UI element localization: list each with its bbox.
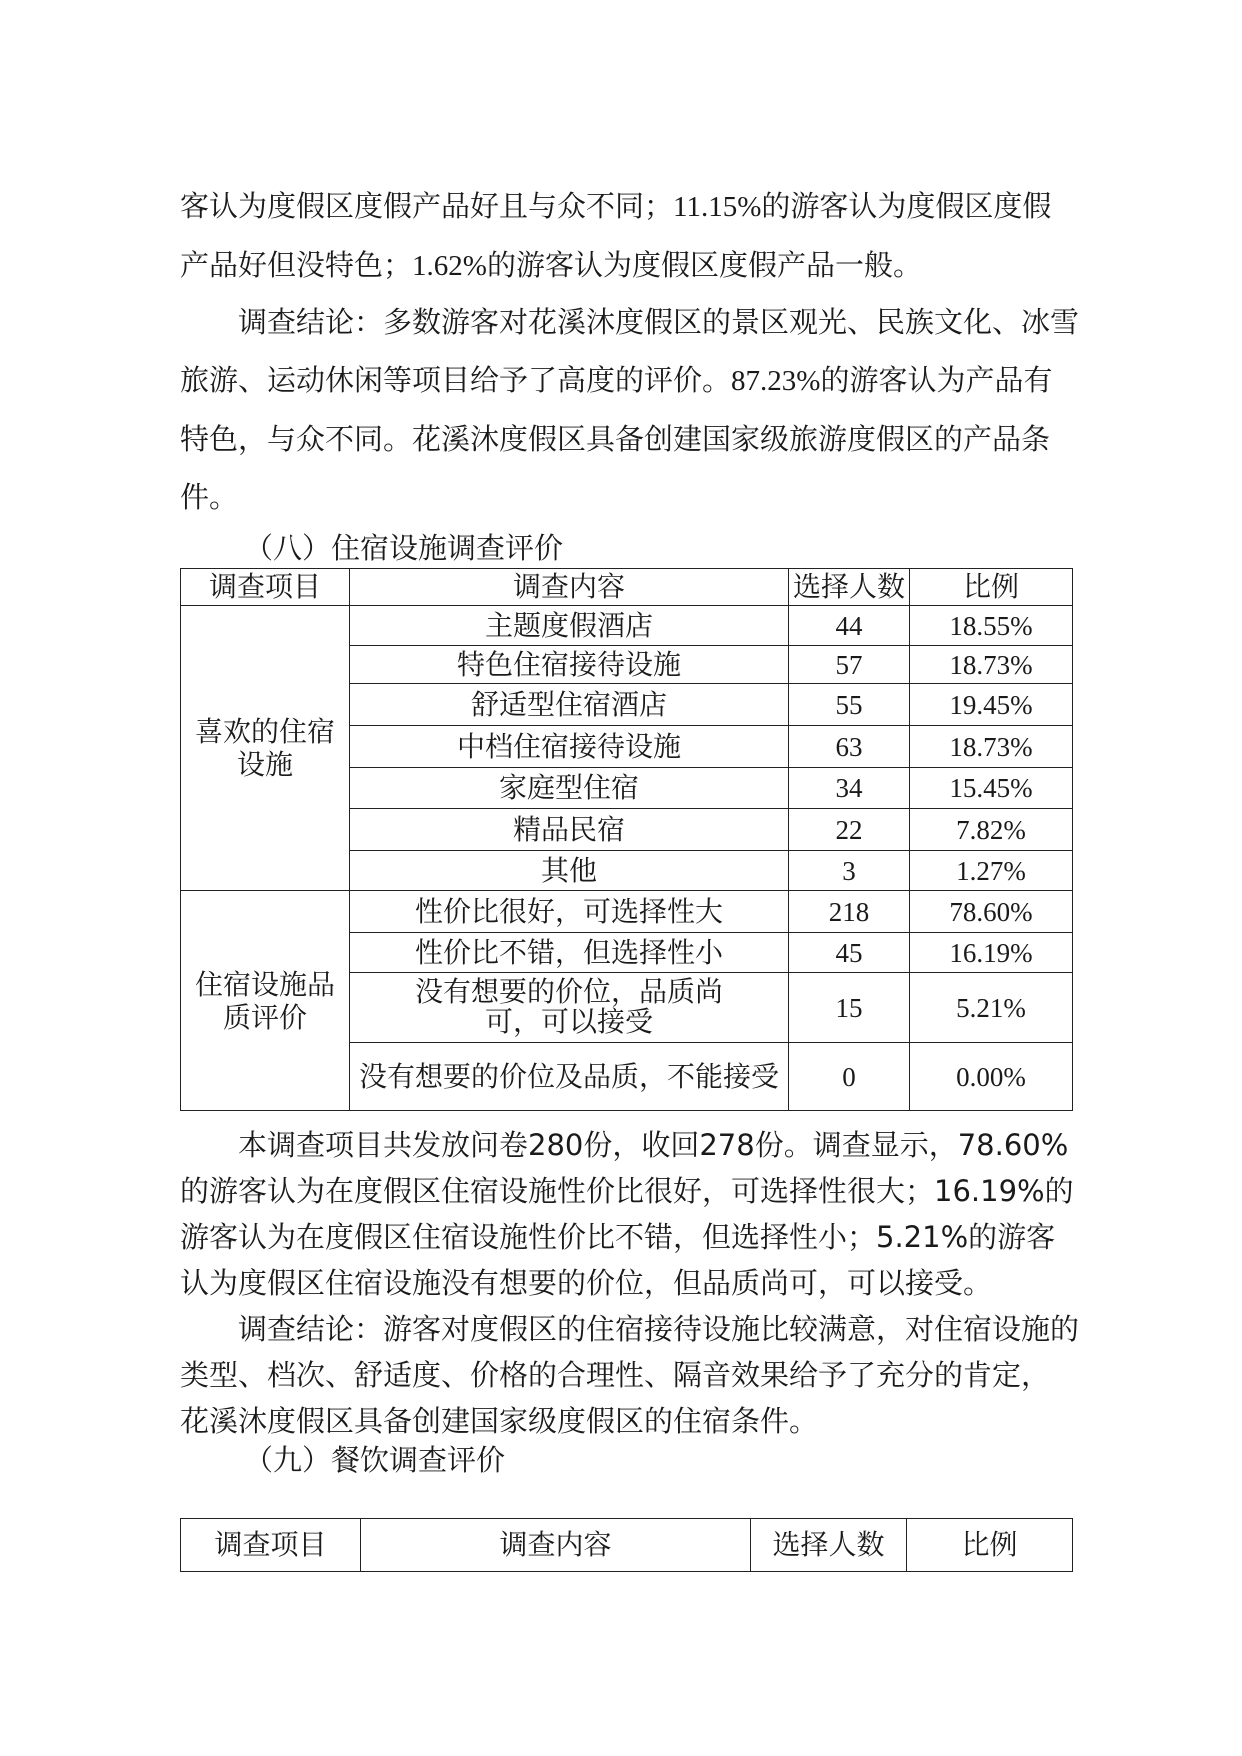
count-cell: 0 [789,1043,910,1111]
table-row [181,891,1073,933]
count-cell: 3 [789,851,910,891]
ratio-cell: 19.45% [910,684,1073,726]
category-cell: 喜欢的住宿设施 [181,606,350,891]
category-cell: 住宿设施品质评价 [181,891,350,1111]
conclusion-paragraph-accommodation: 调查结论：游客对度假区的住宿接待设施比较满意，对住宿设施的类型、档次、舒适度、价格的合理性、隔音效果给予了充分的肯定， 花溪沐度假区具备创建国家级度假区的住宿条件。 [180,1312,1080,1438]
count-cell: 57 [789,646,910,684]
accommodation-survey-table [180,568,1073,1111]
content-cell: 其他 [350,851,789,891]
ratio-cell: 15.45% [910,768,1073,809]
ratio-cell: 7.82% [910,809,1073,851]
section-heading-catering: （九）餐饮调查评价 [244,1443,506,1477]
count-cell: 34 [789,768,910,809]
header-cell: 调查内容 [361,1519,751,1572]
ratio-cell: 1.27% [910,851,1073,891]
count-cell: 44 [789,606,910,646]
table-row [181,606,1073,646]
content-cell: 精品民宿 [350,809,789,851]
count-cell: 22 [789,809,910,851]
count-cell: 63 [789,726,910,768]
count-cell: 55 [789,684,910,726]
ratio-cell: 18.73% [910,646,1073,684]
content-cell: 没有想要的价位及品质，不能接受 [350,1043,789,1111]
header-cell: 选择人数 [789,569,910,606]
ratio-cell: 18.73% [910,726,1073,768]
content-cell: 主题度假酒店 [350,606,789,646]
count-cell: 15 [789,973,910,1043]
table-header-row [181,1519,1073,1572]
header-cell: 比例 [910,569,1073,606]
ratio-cell: 78.60% [910,891,1073,933]
content-cell: 中档住宿接待设施 [350,726,789,768]
header-cell: 选择人数 [751,1519,907,1572]
header-cell: 调查项目 [181,1519,361,1572]
ratio-cell: 18.55% [910,606,1073,646]
header-cell: 比例 [907,1519,1073,1572]
conclusion-paragraph-products: 调查结论：多数游客对花溪沐度假区的景区观光、民族文化、冰雪旅游、运动休闲等项目给予了高度的评价。87.23%的游客认为产品有特色，与众不同。花溪沐度假区具备创建国家级旅游度假区的产品条件。 [180,305,1080,514]
content-cell: 没有想要的价位，品质尚可，可以接受 [350,973,789,1043]
catering-survey-table [180,1518,1073,1572]
count-cell: 218 [789,891,910,933]
content-cell: 性价比很好，可选择性大 [350,891,789,933]
content-cell: 特色住宿接待设施 [350,646,789,684]
ratio-cell: 0.00% [910,1043,1073,1111]
content-cell: 家庭型住宿 [350,768,789,809]
content-cell: 性价比不错，但选择性小 [350,933,789,973]
table-header-row [181,569,1073,606]
count-cell: 45 [789,933,910,973]
ratio-cell: 5.21% [910,973,1073,1043]
continued-paragraph: 客认为度假区度假产品好且与众不同；11.15%的游客认为度假区度假产品好但没特色；1.62%的游客认为度假区度假产品一般。 [180,189,1052,282]
survey-summary-paragraph: 本调查项目共发放问卷280份，收回278份。调查显示，78.60%的游客认为在度假区住宿设施性价比很好，可选择性很大；16.19%的游客认为在度假区住宿设施性价比不错，但选择性小；5.21%的游客认为度假区住宿设施没有想要的价位，但品质尚可，可以接受。 [180,1128,1074,1300]
ratio-cell: 16.19% [910,933,1073,973]
section-heading-accommodation: （八）住宿设施调查评价 [244,531,564,565]
content-cell: 舒适型住宿酒店 [350,684,789,726]
header-cell: 调查项目 [181,569,350,606]
header-cell: 调查内容 [350,569,789,606]
